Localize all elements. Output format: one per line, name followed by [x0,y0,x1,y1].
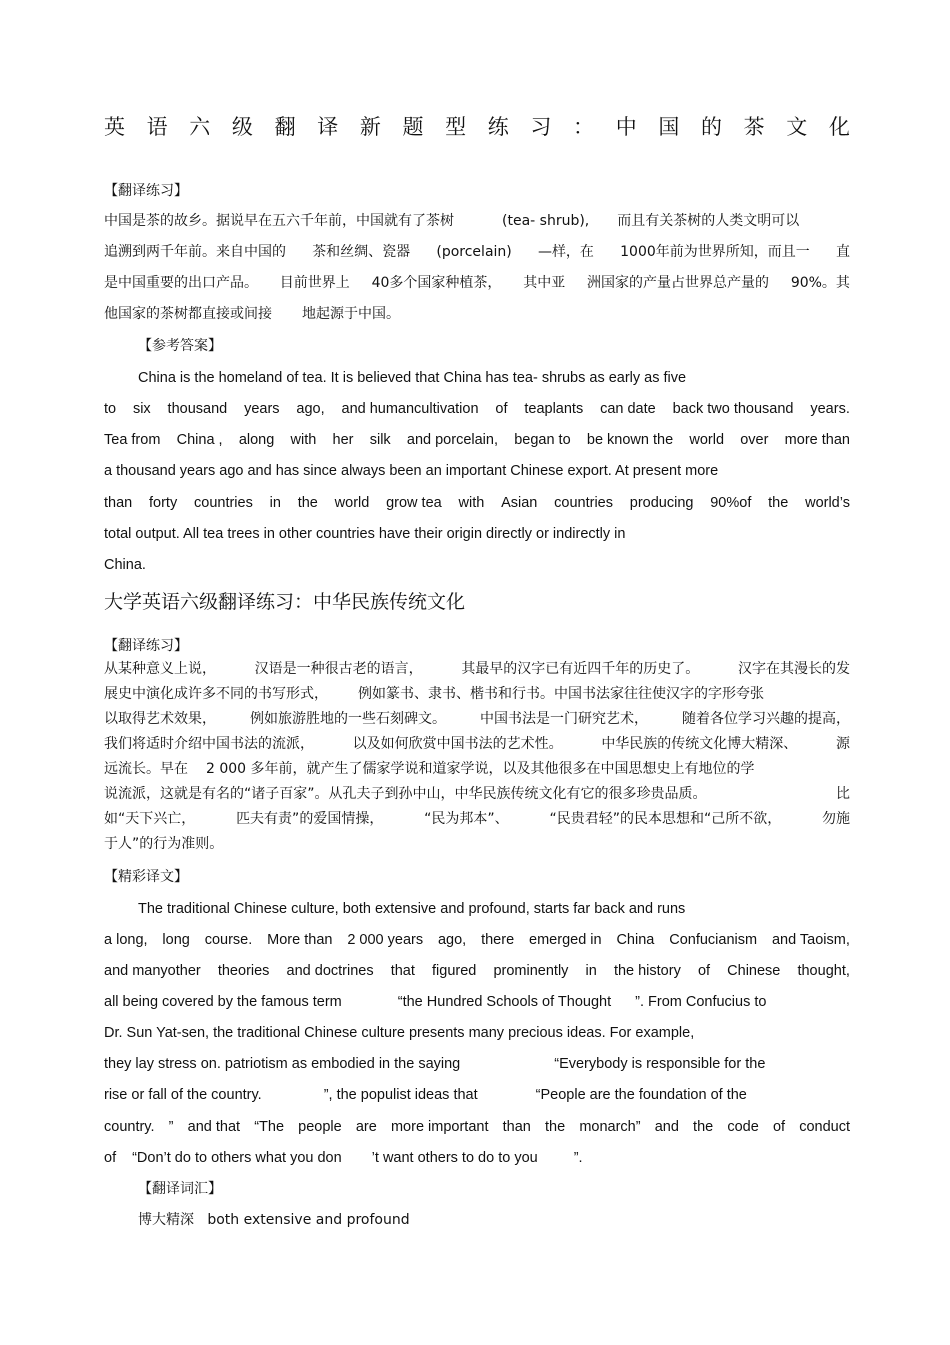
title-char: 文 [786,115,808,139]
cn-line: 展史中演化成许多不同的书写形式， 例如篆书、隶书、楷书和行书。中国书法家往往使汉字的字形夸张 [104,686,764,702]
section-label: 【参考答案】 [138,338,222,354]
section-label: 【翻译练习】 [104,183,188,199]
en-line: and manyother theories and doctrines that figured prominently in the history of Chinese thought, [104,963,850,979]
en-line: of “Don’t do to others what you don ’t want others to do to you ”. [104,1150,583,1166]
en-line: rise or fall of the country. ”, the populist ideas that “People are the foundation of the [104,1087,747,1103]
en-line: to six thousand years ago, and humancultivation of teaplants can date back two thousand years. [104,401,850,417]
title-char: 习 [530,115,552,139]
en-line: a thousand years ago and has since always been an important Chinese export. At present more [104,463,719,479]
en-line: than forty countries in the world grow tea with Asian countries producing 90%of the world’s [104,495,850,511]
title-char: 国 [658,115,680,139]
title-char: 中 [615,115,637,139]
cn-line: 远流长。早在 2 000 多年前，就产生了儒家学说和道家学说，以及其他很多在中国思想史上有地位的学 [104,761,755,777]
title-char: 新 [359,115,381,139]
cn-line: 说流派，这就是有名的“诸子百家”。从孔夫子到孙中山，中华民族传统文化有它的很多珍贵品质。 比 [104,786,850,802]
en-line: China. [104,557,146,573]
title-char: 型 [445,115,467,139]
en-line: they lay stress on. patriotism as embodied in the saying “Everybody is responsible for the [104,1056,766,1072]
title-char: 的 [700,115,722,139]
title-char: ： [573,115,595,139]
en-line: a long, long course. More than 2 000 years ago, there emerged in China Confucianism and Taoism, [104,932,850,948]
title-char: 题 [402,115,424,139]
cn-line: 于人”的行为准则。 [104,836,224,852]
title-char: 翻 [274,115,296,139]
title-char: 语 [146,115,168,139]
section-label: 【精彩译文】 [104,869,188,885]
cn-line: 是中国重要的出口产品。 目前世界上 40多个国家种植茶， 其中亚 洲国家的产量占世界总产量的 90%。其 [104,275,850,291]
en-line: all being covered by the famous term “the Hundred Schools of Thought ”. From Confucius to [104,994,767,1010]
cn-line: 他国家的茶树都直接或间接 地起源于中国。 [104,306,400,322]
section-label: 【翻译练习】 [104,638,188,654]
section-label: 【翻译词汇】 [138,1181,222,1197]
title-char: 级 [231,115,253,139]
title-char: 茶 [743,115,765,139]
cn-line: 中国是茶的故乡。据说早在五六千年前，中国就有了茶树 (tea- shrub), 而且有关茶树的人类文明可以 [104,213,800,229]
title-char: 练 [487,115,509,139]
title-char: 六 [189,115,211,139]
page-title [104,114,850,140]
title-char: 译 [317,115,339,139]
section-title: 大学英语六级翻译练习：中华民族传统文化 [104,591,466,613]
cn-line: 从某种意义上说， 汉语是一种很古老的语言， 其最早的汉字已有近四千年的历史了。 汉字在其漫长的发 [104,661,850,677]
en-line: China is the homeland of tea. It is believed that China has tea- shrubs as early as five [138,370,687,386]
vocab-line: 博大精深 both extensive and profound [138,1212,410,1228]
en-line: country. ” and that “The people are more important than the monarch” and the code of conduct [104,1119,850,1135]
en-line: Dr. Sun Yat-sen, the traditional Chinese culture presents many precious ideas. For example, [104,1025,695,1041]
cn-line: 追溯到两千年前。来自中国的 茶和丝绸、瓷器 (porcelain) —样，在 1000年前为世界所知，而且一 直 [104,244,850,260]
en-line: total output. All tea trees in other countries have their origin directly or indirectly in [104,526,626,542]
en-line: The traditional Chinese culture, both extensive and profound, starts far back and runs [138,901,686,917]
cn-line: 如“天下兴亡， 匹夫有责”的爱国情操， “民为邦本”、 “民贵君轻”的民本思想和“己所不欲， 勿施 [104,811,850,827]
cn-line: 以取得艺术效果， 例如旅游胜地的一些石刻碑文。 中国书法是一门研究艺术， 随着各位学习兴趣的提高， [104,711,850,727]
title-char: 化 [828,115,850,139]
en-line: Tea from China , along with her silk and porcelain, began to be known the world over more than [104,432,850,448]
cn-line: 我们将适时介绍中国书法的流派， 以及如何欣赏中国书法的艺术性。 中华民族的传统文化博大精深、 源 [104,736,850,752]
title-char: 英 [104,115,125,139]
